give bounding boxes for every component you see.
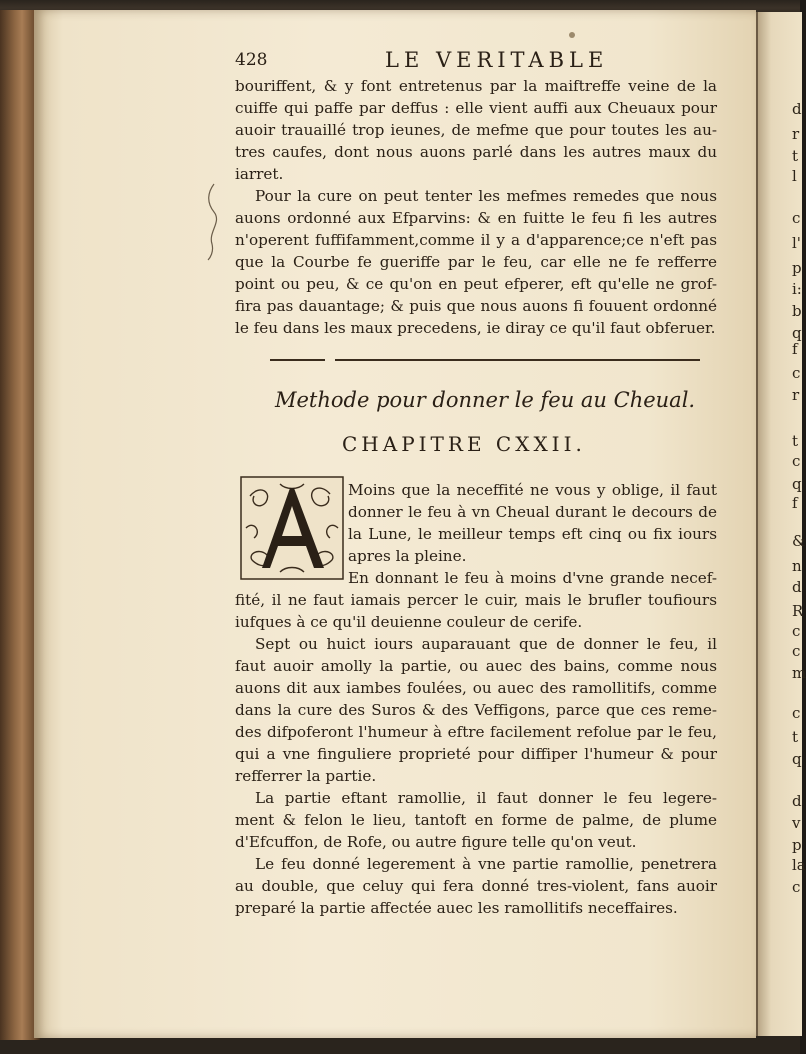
facing-page-fragment: f — [792, 340, 798, 358]
text-line: qui a vne finguliere proprieté pour diffiper l'humeur & pour — [235, 745, 717, 763]
text-line: apres la pleine. — [348, 547, 467, 565]
facing-page-fragment: m — [792, 664, 806, 682]
text-line: la Lune, le meilleur temps eft cinq ou fix iours — [348, 525, 717, 543]
text-line: faut auoir amolly la partie, ou auec des bains, comme nous — [235, 657, 717, 675]
text-line: tres caufes, dont nous auons parlé dans les autres maux du — [235, 143, 717, 161]
body-text — [235, 589, 717, 919]
facing-page-fragment: c — [792, 704, 801, 722]
facing-page-fragment: R — [792, 602, 804, 620]
text-line: auoir trauaillé trop ieunes, de mefme que pour toutes les au- — [235, 121, 717, 139]
text-line: refferrer la partie. — [235, 767, 377, 785]
text-line: auons dit aux iambes foulées, ou auec des ramollitifs, comme — [235, 679, 717, 697]
running-title: LE VERITABLE — [385, 48, 609, 72]
section-divider-long — [335, 359, 700, 361]
text-line: Sept ou huict iours auparauant que de donner le feu, il — [255, 635, 717, 653]
facing-page-fragment: t — [792, 432, 799, 450]
facing-page-fragment: p — [792, 259, 802, 277]
facing-page-fragment: d — [792, 578, 802, 596]
facing-page-fragment: c — [792, 452, 801, 470]
text-line: Le feu donné legerement à vne partie ramollie, penetrera — [255, 855, 717, 873]
facing-page-fragment: r — [792, 386, 800, 404]
facing-page-fragment: r — [792, 125, 800, 143]
facing-page-fragment: t — [792, 147, 799, 165]
top-paragraph — [235, 75, 717, 185]
text-line: dans la cure des Suros & des Veffigons, parce que ces reme- — [235, 701, 717, 719]
facing-page-fragment: l — [792, 167, 797, 185]
facing-page-edge — [756, 12, 806, 1036]
text-line: cuiffe qui paffe par deffus : elle vient auffi aux Cheuaux pour — [235, 99, 717, 117]
facing-page-fragment: la — [792, 856, 806, 874]
running-head — [235, 50, 715, 76]
text-line: auons ordonné aux Efparvins: & en fuitte le feu fi les autres — [235, 209, 717, 227]
facing-page-fragment: l' — [792, 234, 801, 252]
ornamental-drop-cap — [240, 476, 344, 580]
text-line: iufques à ce qu'il deuienne couleur de cerife. — [235, 613, 583, 631]
cure-paragraph — [235, 185, 717, 339]
facing-page-fragment: n — [792, 557, 802, 575]
facing-page-fragment: c — [792, 642, 801, 660]
text-line: fité, il ne faut iamais percer le cuir, mais le brufler toufiours — [235, 591, 717, 609]
page-number: 428 — [235, 50, 268, 70]
facing-page-fragment: c — [792, 364, 801, 382]
chapter-number: CHAPITRE CXXII. — [342, 432, 586, 456]
paper-mark — [569, 32, 575, 38]
text-line: La partie eftant ramollie, il faut donner le feu legere- — [255, 789, 717, 807]
text-line: que la Courbe fe gueriffe par le feu, car elle ne fe refferre — [235, 253, 717, 271]
margin-bracket-mark — [200, 182, 230, 262]
text-line: ment & felon le lieu, tantoft en forme de palme, de plume — [235, 811, 717, 829]
text-line: le feu dans les maux precedens, ie diray ce qu'il faut obferuer. — [235, 319, 716, 337]
facing-page-fragment: p — [792, 836, 802, 854]
text-line: Pour la cure on peut tenter les mefmes remedes que nous — [255, 187, 717, 205]
facing-page-fragment: c — [792, 878, 801, 896]
facing-page-fragment: d — [792, 100, 802, 118]
text-line: au double, que celuy qui fera donné tres-violent, fans auoir — [235, 877, 717, 895]
facing-page-fragment: c — [792, 622, 801, 640]
facing-page-fragment: f — [792, 494, 798, 512]
text-line: bouriffent, & y font entretenus par la maiftreffe veine de la — [235, 77, 717, 95]
text-line: n'operent fuffifamment,comme il y a d'apparence;ce n'eft pas — [235, 231, 717, 249]
text-line: d'Efcuffon, de Rofe, ou autre figure telle qu'on veut. — [235, 833, 637, 851]
facing-page-fragment: i: — [792, 280, 802, 298]
facing-page-fragment: b — [792, 302, 802, 320]
text-line: preparé la partie affectée auec les ramollitifs neceffaires. — [235, 899, 678, 917]
facing-page-fragment: & — [792, 532, 806, 550]
facing-page-fragment: t — [792, 728, 799, 746]
facing-page-fragment: q — [792, 324, 802, 342]
facing-page-fragment: q — [792, 475, 802, 493]
text-line: En donnant le feu à moins d'vne grande necef- — [348, 569, 717, 587]
text-line: iarret. — [235, 165, 284, 183]
chapter-title: Methode pour donner le feu au Cheual. — [275, 388, 696, 412]
text-line: fira pas dauantage; & puis que nous auons fi fouuent ordonné — [235, 297, 717, 315]
text-line: point ou peu, & ce qu'on en peut efperer, eft qu'elle ne grof- — [235, 275, 717, 293]
facing-page-fragment: d — [792, 792, 802, 810]
section-divider-short — [270, 359, 325, 361]
text-line: des difpoferont l'humeur à eftre facilement refolue par le feu, — [235, 723, 717, 741]
text-line: donner le feu à vn Cheual durant le decours de — [348, 503, 717, 521]
facing-page-fragment: c — [792, 209, 801, 227]
drop-cap-paragraph — [348, 479, 717, 589]
facing-page-fragment: v — [792, 814, 801, 832]
text-line: Moins que la neceffité ne vous y oblige, il faut — [348, 481, 717, 499]
facing-page-fragment: q — [792, 750, 802, 768]
